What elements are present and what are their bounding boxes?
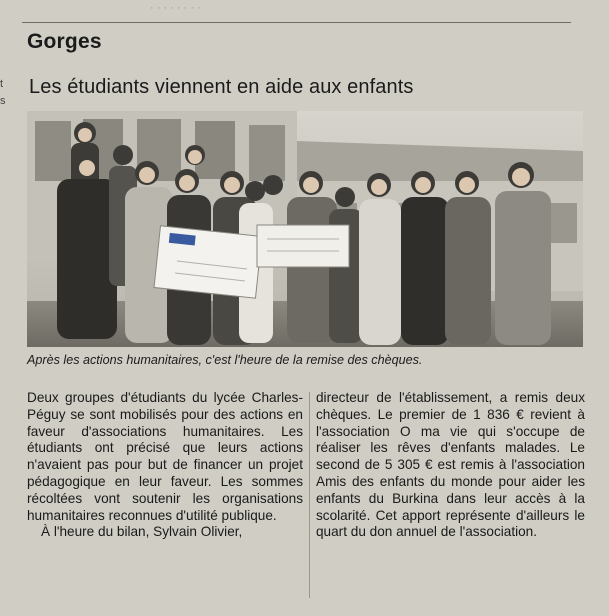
article-paragraph: Deux groupes d'étudiants du lycée Charles-Péguy se sont mobilisés pour des actions en faveur d'associations humanitaires. Les étudiants ont précisé que leurs actions n'avaient pas pour but de financer un projet pédagogique en leur faveur. Les sommes récoltées vont soutenir les organisations humanitaires reconnues d'utilité publique.	[27, 390, 303, 523]
column-divider	[309, 392, 310, 598]
article-column-2	[316, 390, 585, 541]
margin-fragment: t s	[0, 78, 6, 107]
article-paragraph: À l'heure du bilan, Sylvain Olivier,	[41, 524, 243, 540]
article-paragraph: directeur de l'établissement, a remis deux chèques. Le premier de 1 836 € revient à l'association O ma vie qui s'occupe de réaliser les rêves d'enfants malades. Le second de 5 305 € est remis à l'association Amis des enfants du monde pour aider les enfants du Burkina dans leur accès à la scolarité. Cet apport représente d'ailleurs le quart du don annuel de l'association.	[316, 390, 585, 540]
article-column-1	[27, 390, 303, 541]
top-rule	[22, 22, 571, 23]
bleed-through-text: · · · · · · · ·	[150, 2, 201, 14]
photo-caption: Après les actions humanitaires, c'est l'heure de la remise des chèques.	[27, 353, 423, 367]
article-headline: Les étudiants viennent en aide aux enfants	[29, 76, 414, 98]
section-title: Gorges	[27, 30, 102, 53]
article-photo	[27, 111, 583, 347]
